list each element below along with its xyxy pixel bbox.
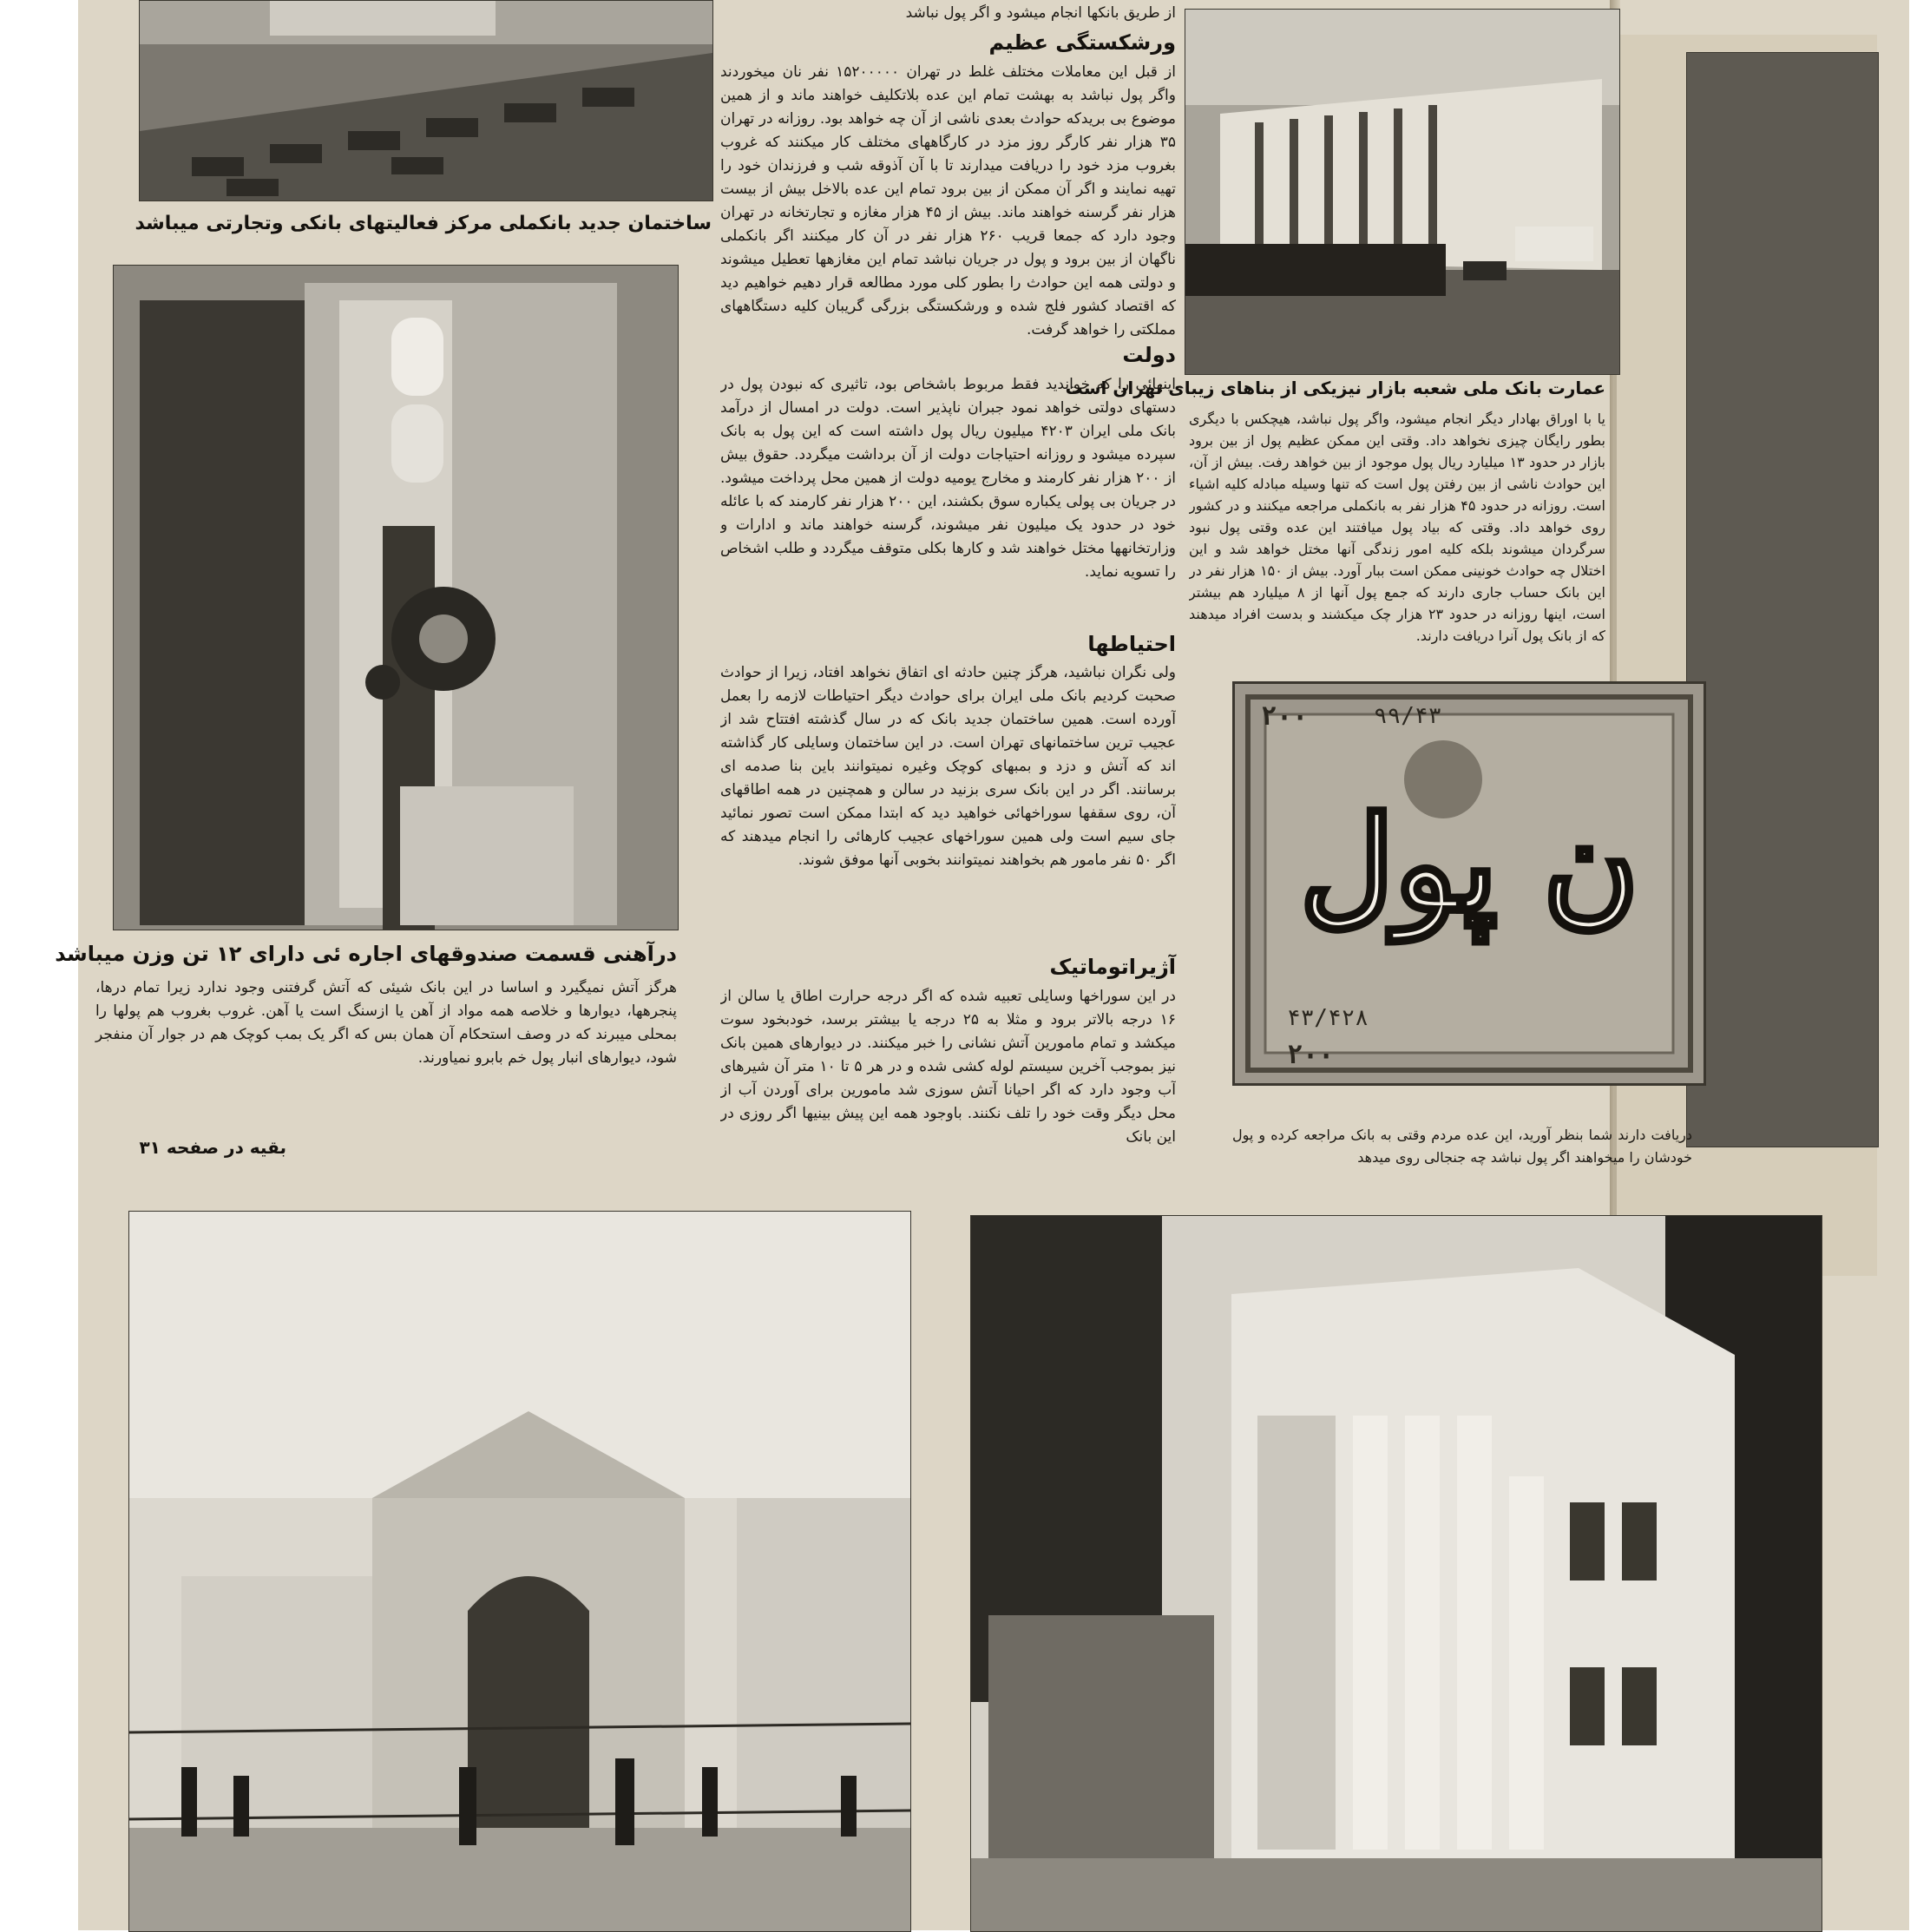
adjacent-page-edge: [1614, 35, 1877, 1276]
article-government-text: اینهائی را که خواندید فقط مربوط باشخاص بود، تاثیری که نبودن پول در دستهای دولتی خواهد نمود جبران ناپذیر است. دولت در امسال از درآمد بانک ملی ایران ۴۲۰۳ میلیون ریال پول داشته است که این پول به بانک سپرده میشود و روزانه احتیاجات دولت از آن برداشت میگردد. حقوق بیش از ۲۰۰ هزار نفر کارمند و مخارج یومیه دولت از همین محل پرداخت میشود. در جریان بی پولی یکباره سوق بکشند، این ۲۰۰ هزار نفر کارمند که با عائله خود در حدود یک میلیون نفر میشوند، گرسنه خواهند ماند و ادارات و وزارتخانهها مختل خواهند شد و کارها بکلی متوقف میگردد و طلب اشخاص را تسویه نماید.: [720, 376, 1176, 581]
banknote-serial-bottom: ۴۳/۴۲۸: [1287, 1005, 1369, 1031]
heading-collapse: ورشکستگی عظیم: [988, 30, 1176, 55]
banknote-headline: ن پول: [1299, 788, 1639, 941]
top-fragment-text: از طریق بانکها انجام میشود و اگر پول نباشد: [905, 4, 1176, 22]
banknote-denomination-bottom: ۲۰۰: [1287, 1040, 1335, 1070]
article-collapse-text: از قبل این معاملات مختلف غلط در تهران ۱۵۲۰۰۰۰۰ نفر نان میخوردند واگر پول نباشد به بهشت تمام این عده بلاتکلیف خواهند ماند و از همین موضوع بی بریدکه حوادث بعدی ناشی از آن چه خواهد بود. روزانه در تهران ۳۵ هزار نفر کارگر روز مزد در کارگاههای مختلف کار میکنند که غروب بغروب مزد خود را دریافت میدارند تا با آن آذوقه شب و فرزندان خود را تهیه نمایند و اگر آن ممکن از بین برود تمام این عده بالاخل بیش از بیست هزار نفر گرسنه خواهند ماند. بیش از ۴۵ هزار مغازه و تجارتخانه در تهران وجود دارد که جمعا قریب ۲۶۰ هزار نفر در آن کار میکنند اگر بانکملی ناگهان از بین برود و پول در جریان نباشد تمام این مغازهها تعطیل میشوند و دولتی همه این حوادث را بطور کلی مورد مطالعه قرار دهیم خواهیم دید که اقتصاد کشور فلج شده و ورشکستگی بزرگی گریبان کلیه دستگاههای مملکتی را خواهد گرفت.: [720, 63, 1176, 338]
photo-gate-building: [128, 1211, 911, 1932]
banknote-serial-top: ۹۹/۴۳: [1374, 703, 1442, 729]
article-vault-text: هرگز آتش نمیگیرد و اساسا در این بانک شیئی که آتش گرفتنی وجود ندارد زیرا تمام درها، پنجرهها، دیوارها و خلاصه همه مواد از آهن یا ازسنگ است یا آهن. غروب بغروب هم پولها را بمحلی میبرند که در وصف استحکام آن همان بس که اگر یک بمب کوچک هم در جوار آن منفجر شود، دیوارهای انبار پول خم بابرو نمیاورند.: [95, 979, 677, 1067]
article-automatic-fire-text: در این سوراخها وسایلی تعبیه شده که اگر درجه حرارت اطاق یا سالن از ۱۶ درجه بالاتر برود و مثلا به ۲۵ درجه یا بیشتر برسد، خودبخود سوت میکشد و تمام مامورین آتش نشانی را خبر میکنند. در دیوارهای همین بانک نیز بموجب آخرین سیستم لوله کشی شده و در هر ۵ تا ۱۰ متر آن شیرهای آب وجود دارد که اگر احیانا آتش سوزی شد مامورین برای آوردن آب از محل دیگر وقت خود را تلف نکنند. باوجود همه این پیش بینیها اگر روزی در این بانک: [720, 988, 1176, 1146]
article-bazaar-branch-text: یا با اوراق بهادار دیگر انجام میشود، واگر پول نباشد، هیچکس با دیگری بطور رایگان چیزی نخواهد داد. وقتی این ممکن عظیم پول از بین برود بازار در حدود ۱۳ میلیارد ریال پول موجود از بین خواهد رفت. بیش از آن، این حوادث ناشی از بین رفتن پول است که تنها وسیله مبادله کلیه اشیاء است. روزانه در حدود ۴۵ هزار نفر به بانکملی مراجعه میکنند و در کشور روی خواهد داد. وقتی که بیاد پول میافتند این عده وقتی پول نبود سرگردان میشوند بلکه کلیه امور زندگی آنها مختل خواهد شد و این اختلال چه حوادث خونینی ممکن است ببار آورد. بیش از ۱۵۰ هزار نفر در این بانک حساب جاری دارند که جمع پول آنها از ۸ میلیارد هم بیشتر است، اینها روزانه در حدود ۲۳ هزار چک میکشند و بدست افراد میدهند که از بانک پول آنرا دریافت دارند.: [1189, 411, 1605, 644]
heading-government: دولت: [1122, 343, 1176, 367]
caption-bazaar-branch: عمارت بانک ملی شعبه بازار نیزیکی از بناهای زیبای تهران است: [1065, 378, 1605, 398]
adjacent-page-photo: [1686, 52, 1879, 1147]
caption-bank-building: ساختمان جدید بانکملی مرکز فعالیتهای بانکی وتجارتی میباشد: [135, 213, 712, 234]
article-precautions-text: ولی نگران نباشید، هرگز چنین حادثه ای اتفاق نخواهد افتاد، زیرا از حوادث صحبت کردیم بانک ملی ایران برای حوادث دیگر احتیاطات لازمه را بعمل آورده است. همین ساختمان جدید بانک که در سال گذشته افتتاح شد از عجیب ترین ساختمانهای تهران است. در این ساختمان وسایلی کار گذاشته اند که آتش و دزد و بمبهای کوچک وغیره نمیتوانند باین بنا صدمه ای برسانند. اگر در این بانک سری بزنید در سالن و همچنین در همه اطاقهای آن، روی سقفها سوراخهائی خواهید دید که ابتدا ممکن است تصور نمائید جای سیم است ولی همین سوراخهای عجیب کارهائی را انجام میدهند که اگر ۵۰ نفر مامور هم بخواهند نمیتوانند بخوبی آنها موفق شوند.: [720, 664, 1176, 869]
heading-automatic-fire: آژیراتوماتیک: [1049, 955, 1176, 979]
banknote-denomination-top: ۲۰۰: [1261, 701, 1309, 732]
continued-note: بقیه در صفحه ۳۱: [139, 1137, 286, 1158]
heading-precautions: احتیاطها: [1087, 632, 1176, 656]
article-bazaar-tail-text: دریافت دارند شما بنظر آورید، این عده مردم وقتی به بانک مراجعه کرده و پول خودشان را میخواهند اگر پول نباشد چه جنجالی روی میدهد: [1232, 1127, 1692, 1166]
caption-vault-door: درآهنی قسمت صندوقهای اجاره ئی دارای ۱۲ تن وزن میباشد: [55, 942, 677, 966]
photo-bank-building-crowd: [1185, 9, 1620, 375]
photo-vault-door: [113, 265, 679, 930]
photo-street-cars: [139, 0, 713, 201]
photo-neoclassical-building: [970, 1215, 1822, 1932]
banknote-illustration: [1232, 681, 1706, 1086]
